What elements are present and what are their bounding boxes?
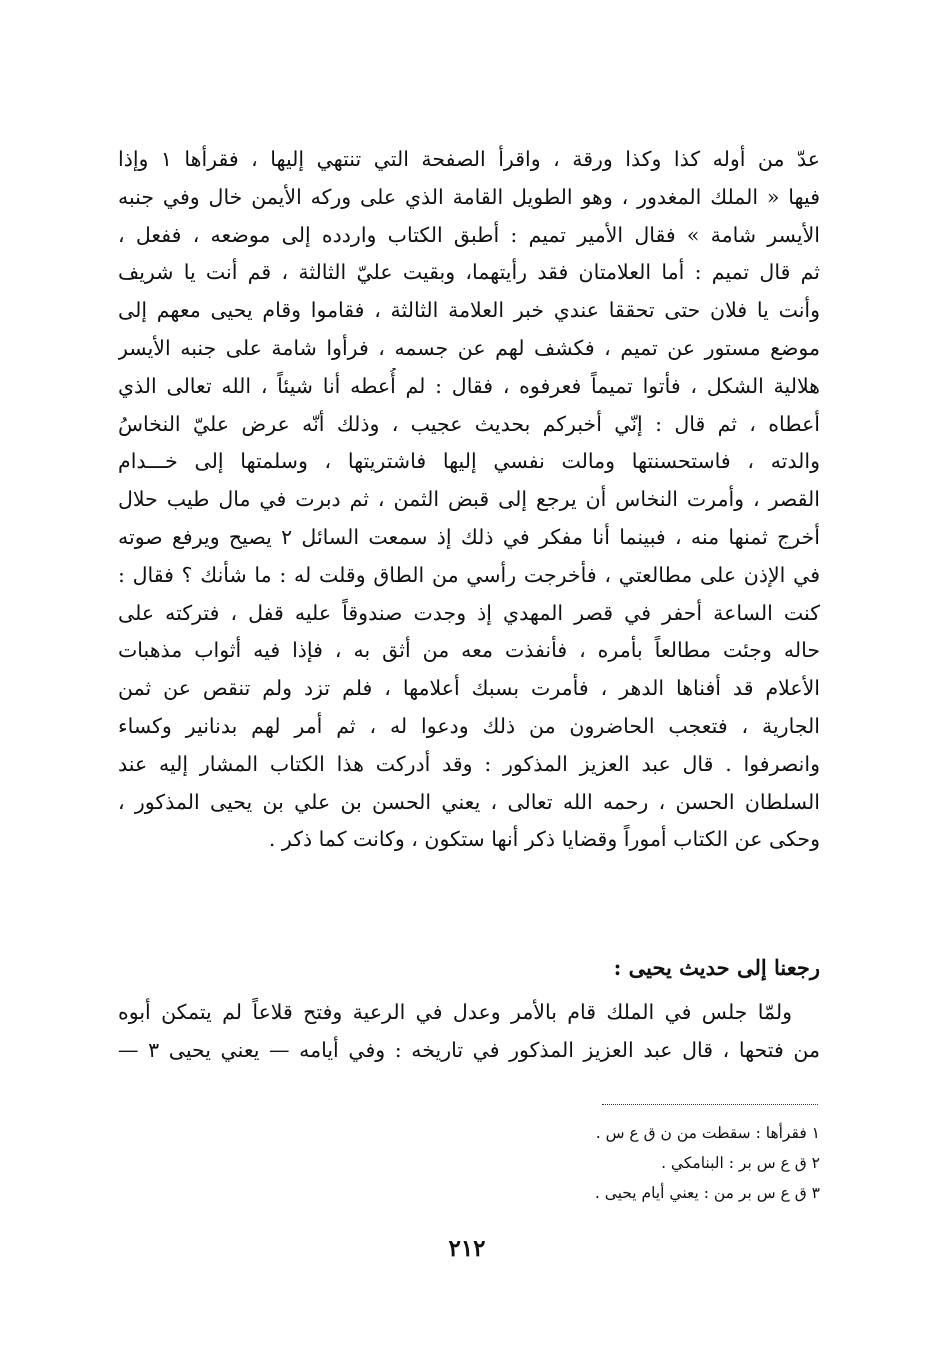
text-line: ثم قال تميم : أما العلامتان فقد رأيتهما، وبقيت عليّ الثالثة ، قم أنت يا شريف [118, 260, 820, 285]
text-line: عدّ من أوله كذا وكذا ورقة ، واقرأ الصفحة التي تنتهي إليها ، فقرأها ١ وإذا [118, 147, 820, 171]
body-paragraph [118, 141, 820, 859]
text-line: وحكى عن الكتاب أموراً وقضايا ذكر أنها ستكون ، وكانت كما ذكر . [268, 827, 820, 852]
section-paragraph [118, 994, 820, 1070]
text-line: السلطان الحسن ، رحمه الله تعالى ، يعني الحسن بن علي بن يحيى المذكور ، [118, 789, 820, 814]
text-line: في الإذن على مطالعتي ، فأخرجت رأسي من الطاق وقلت له : ما شأنك ؟ فقال : [118, 562, 820, 587]
footnote: ٢ ق ع س بر : البنامكي . [661, 1154, 820, 1172]
text-line: فيها « الملك المغدور ، وهو الطويل القامة الذي على وركه الأيمن خال وفي جنبه [118, 184, 820, 209]
footnote: ٣ ق ع س بر من : يعني أيام يحيى . [594, 1184, 820, 1202]
section-heading: رجعنا إلى حديث يحيى : [613, 955, 820, 980]
text-line: الأعلام قد أفناها الدهر ، فأمرت بسبك أعلامها ، فلم تزد ولم تنقص عن ثمن [118, 676, 820, 701]
text-line: أخرج ثمنها منه ، فبينما أنا مفكر في ذلك إذ سمعت السائل ٢ يصيح ويرفع صوته [118, 524, 820, 549]
footnote-divider [602, 1104, 818, 1105]
text-line: والدته ، فاستحسنتها ومالت نفسي إليها فاشتريتها ، وسلمتها إلى خـــدام [118, 449, 820, 474]
text-line: كنت الساعة أحفر في قصر المهدي إذ وجدت صندوقاً عليه قفل ، فتركته على [118, 600, 820, 625]
text-line: حاله وجئت مطالعاً بأمره ، فأنفذت معه من أثق به ، فإذا فيه أثواب مذهبات [118, 638, 820, 663]
page-number: ٢١٢ [448, 1235, 486, 1262]
text-line: موضع مستور عن تميم ، فكشف لهم عن جسمه ، فرأوا شامة على جنبه الأيسر [118, 335, 820, 360]
footnotes [118, 1118, 820, 1208]
text-line: وانصرفوا . قال عبد العزيز المذكور : وقد أدركت هذا الكتاب المشار إليه عند [118, 751, 820, 776]
text-line: من فتحها ، قال عبد العزيز المذكور في تاريخه : وفي أيامه — يعني يحيى ٣ — [118, 1037, 820, 1062]
text-line: القصر ، وأمرت النخاس أن يرجع إلى قبض الثمن ، ثم دبرت في مال طيب حلال [118, 487, 820, 512]
text-line: الجارية ، فتعجب الحاضرون من ذلك ودعوا له ، ثم أمر لهم بدنانير وكساء [118, 713, 820, 738]
text-line: هلالية الشكل ، فأتوا تميماً فعرفوه ، فقال : لم أُعطه أنا شيئاً ، الله تعالى الذي [118, 373, 820, 398]
text-line: الأيسر شامة » فقال الأمير تميم : أطبق الكتاب واردده إلى موضعه ، ففعل ، [118, 222, 820, 247]
text-line: ولمّا جلس في الملك قام بالأمر وعدل في الرعية وفتح قلاعاً لم يتمكن أبوه [118, 1000, 792, 1024]
text-line: أعطاه ، ثم قال : إنّي أخبركم بحديث عجيب ، وذلك أنّه عرض عليّ النخاسُ [118, 411, 820, 436]
text-line: وأنت يا فلان حتى تحققا عندي خبر العلامة الثالثة ، فقاموا وقام يحيى معهم إلى [118, 298, 820, 323]
footnote: ١ فقرأها : سقطت من ن ق ع س . [595, 1124, 820, 1142]
